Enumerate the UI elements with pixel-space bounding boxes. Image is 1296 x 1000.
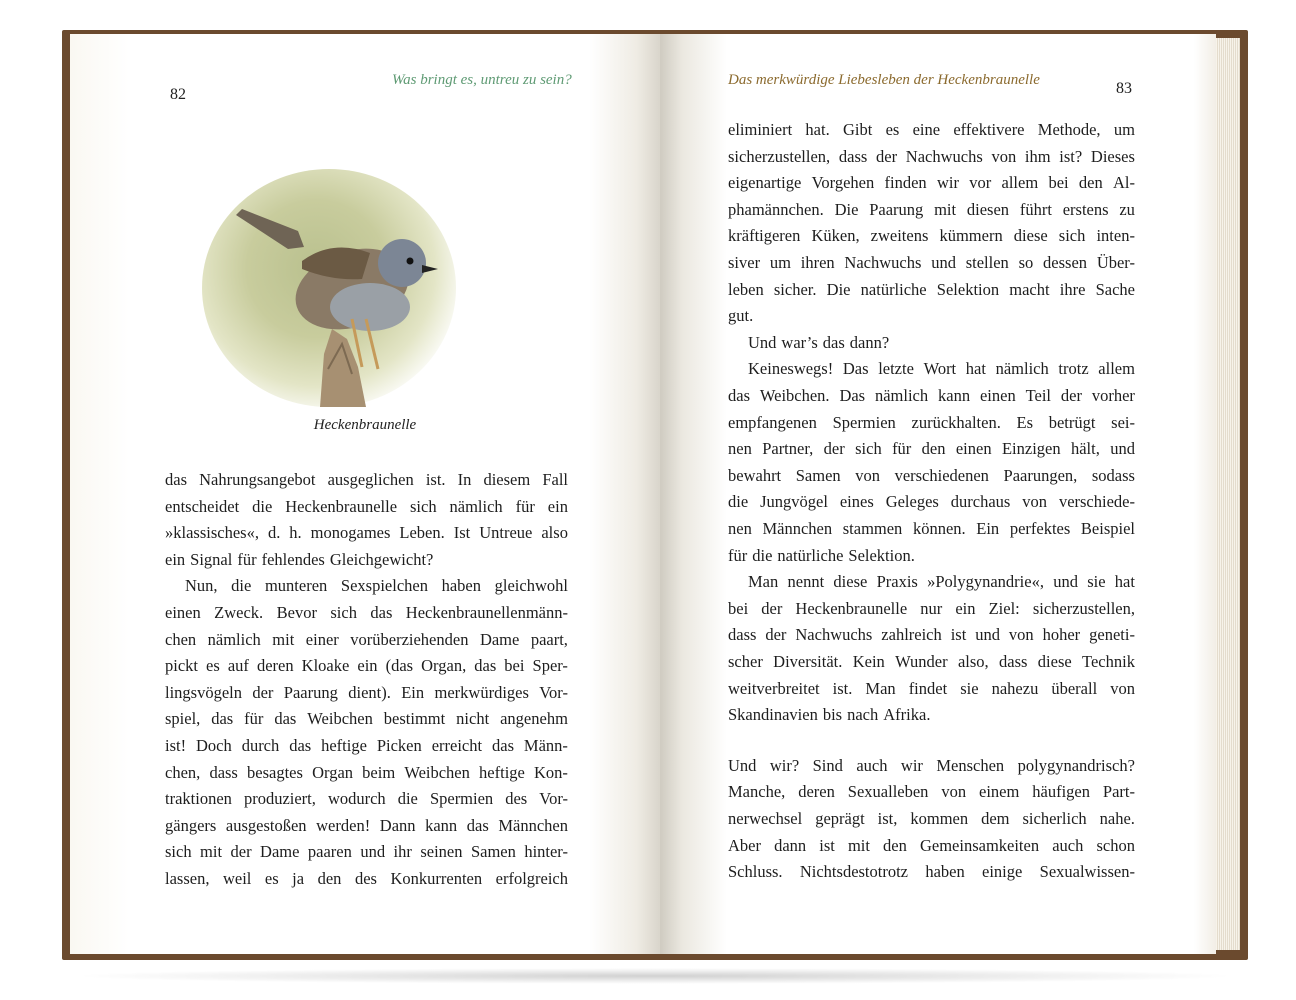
right-text-line: gut. [728, 306, 754, 326]
right-page-number: 83 [1116, 80, 1132, 97]
left-page-number: 82 [170, 86, 186, 103]
left-text-line: gängers ausgestoßen werden! Dann kann das Männchen [165, 815, 568, 835]
right-text-line: eliminiert hat. Gibt es eine effektivere Methode, um [728, 120, 1135, 139]
right-text-line: Skandinavien bis nach Afrika. [728, 705, 931, 725]
right-text-line: bewahrt Samen von verschiedenen Paarungen, sodass [728, 465, 1135, 485]
left-text-line: pickt es auf deren Kloake ein (das Organ, das bei Sper- [165, 656, 568, 676]
photo-caption: Heckenbraunelle [313, 417, 417, 433]
right-text-line: Manche, deren Sexualleben von einem häufigen Part- [728, 782, 1135, 802]
right-text-line: Aber dann ist mit den Gemeinsamkeiten auch schon [728, 835, 1135, 855]
left-running-head: Was bringt es, untreu zu sein? [392, 72, 572, 88]
left-text-line: ein Signal für fehlendes Gleichgewicht? [165, 549, 434, 569]
right-text-line: die Jungvögel eines Geleges durchaus von verschiede- [728, 492, 1135, 512]
right-text-line: nen Partner, der sich für den einen Einzigen hält, und [728, 439, 1135, 459]
right-text-line: nerwechsel geprägt ist, kommen dem sicherlich nahe. [728, 809, 1135, 828]
bird-photo [202, 169, 456, 407]
right-page [660, 34, 1216, 954]
book-shadow [70, 968, 1240, 984]
right-text-line: das Weibchen. Das nämlich kann einen Teil der vorher [728, 386, 1135, 405]
bird-head [378, 239, 426, 287]
right-text-line: Schluss. Nichtsdestotrotz haben einige Sexualwissen- [728, 862, 1135, 882]
right-text-line: bei der Heckenbraunelle nur ein Ziel: sicherzustellen, [728, 598, 1135, 618]
right-text-line: empfangenen Spermien zurückhalten. Es betrügt sei- [728, 412, 1135, 432]
left-text-line: chen nämlich mit einer vorüberziehenden Dame paart, [165, 629, 568, 649]
right-text-line: leben sicher. Die natürliche Selektion macht ihre Sache [728, 279, 1135, 299]
left-page [70, 34, 660, 954]
page-block-edge [1214, 38, 1240, 950]
left-text-line: sich mit der Dame paaren und ihr seinen Samen hinter- [165, 842, 568, 862]
wood-stump [320, 329, 366, 407]
right-text-line: sicherzustellen, dass der Nachwuchs von ihm ist? Dieses [728, 146, 1135, 166]
left-text-line: spiel, das für das Weibchen bestimmt nicht angenehm [165, 709, 568, 729]
right-text-line: phamännchen. Die Paarung mit diesen führt erstens zu [728, 199, 1135, 219]
right-text-line: Und war’s das dann? [748, 332, 890, 352]
bird-eye [407, 258, 414, 265]
right-text-line: für die natürliche Selektion. [728, 545, 915, 565]
right-text-line: dass der Nachwuchs zahlreich ist und von hoher geneti- [728, 625, 1135, 645]
left-text-line: entscheidet die Heckenbraunelle sich nämlich für ein [165, 496, 568, 516]
bird-tail [236, 209, 304, 249]
right-running-head: Das merkwürdige Liebesleben der Heckenbraunelle [728, 72, 1040, 88]
right-text-line: weitverbreitet ist. Man findet sie nahezu überall von [728, 678, 1135, 698]
bird-beak [422, 265, 438, 273]
left-text-line: lassen, weil es ja den des Konkurrenten erfolgreich [165, 869, 568, 888]
left-text-line: ist! Doch durch das heftige Picken erreicht das Männ- [165, 736, 568, 755]
left-text-line: das Nahrungsangebot ausgeglichen ist. In diesem Fall [165, 470, 568, 489]
right-text-line: nen Männchen stammen können. Ein perfektes Beispiel [728, 519, 1135, 538]
left-text-line: »klassisches«, d. h. monogames Leben. Ist Untreue also [165, 523, 568, 543]
left-text-line: Nun, die munteren Sexspielchen haben gleichwohl [185, 576, 568, 596]
right-text-line: Und wir? Sind auch wir Menschen polygynandrisch? [728, 755, 1135, 775]
right-text-line: siver um ihren Nachwuchs und stellen so dessen Über- [728, 253, 1135, 272]
left-text-line: lingsvögeln der Paarung dient). Ein merkwürdiges Vor- [165, 682, 568, 702]
left-text-line: einen Zweck. Bevor sich das Heckenbraunellenmänn- [165, 603, 568, 622]
right-text-line: Keineswegs! Das letzte Wort hat nämlich trotz allem [748, 359, 1135, 379]
right-text-line: kräftigeren Küken, zweitens kümmern diese sich inten- [728, 226, 1135, 246]
left-text-line: chen, dass besagtes Organ beim Weibchen heftige Kon- [165, 762, 568, 782]
dunnock-illustration [202, 169, 456, 407]
left-text-line: traktionen produziert, wodurch die Spermien des Vor- [165, 789, 568, 809]
right-text-line: scher Diversität. Kein Wunder also, dass diese Technik [728, 652, 1135, 671]
right-text-line: eigenartige Vorgehen finden wir vor allem bei den Al- [728, 173, 1135, 193]
right-text-line: Man nennt diese Praxis »Polygynandrie«, und sie hat [748, 572, 1135, 592]
